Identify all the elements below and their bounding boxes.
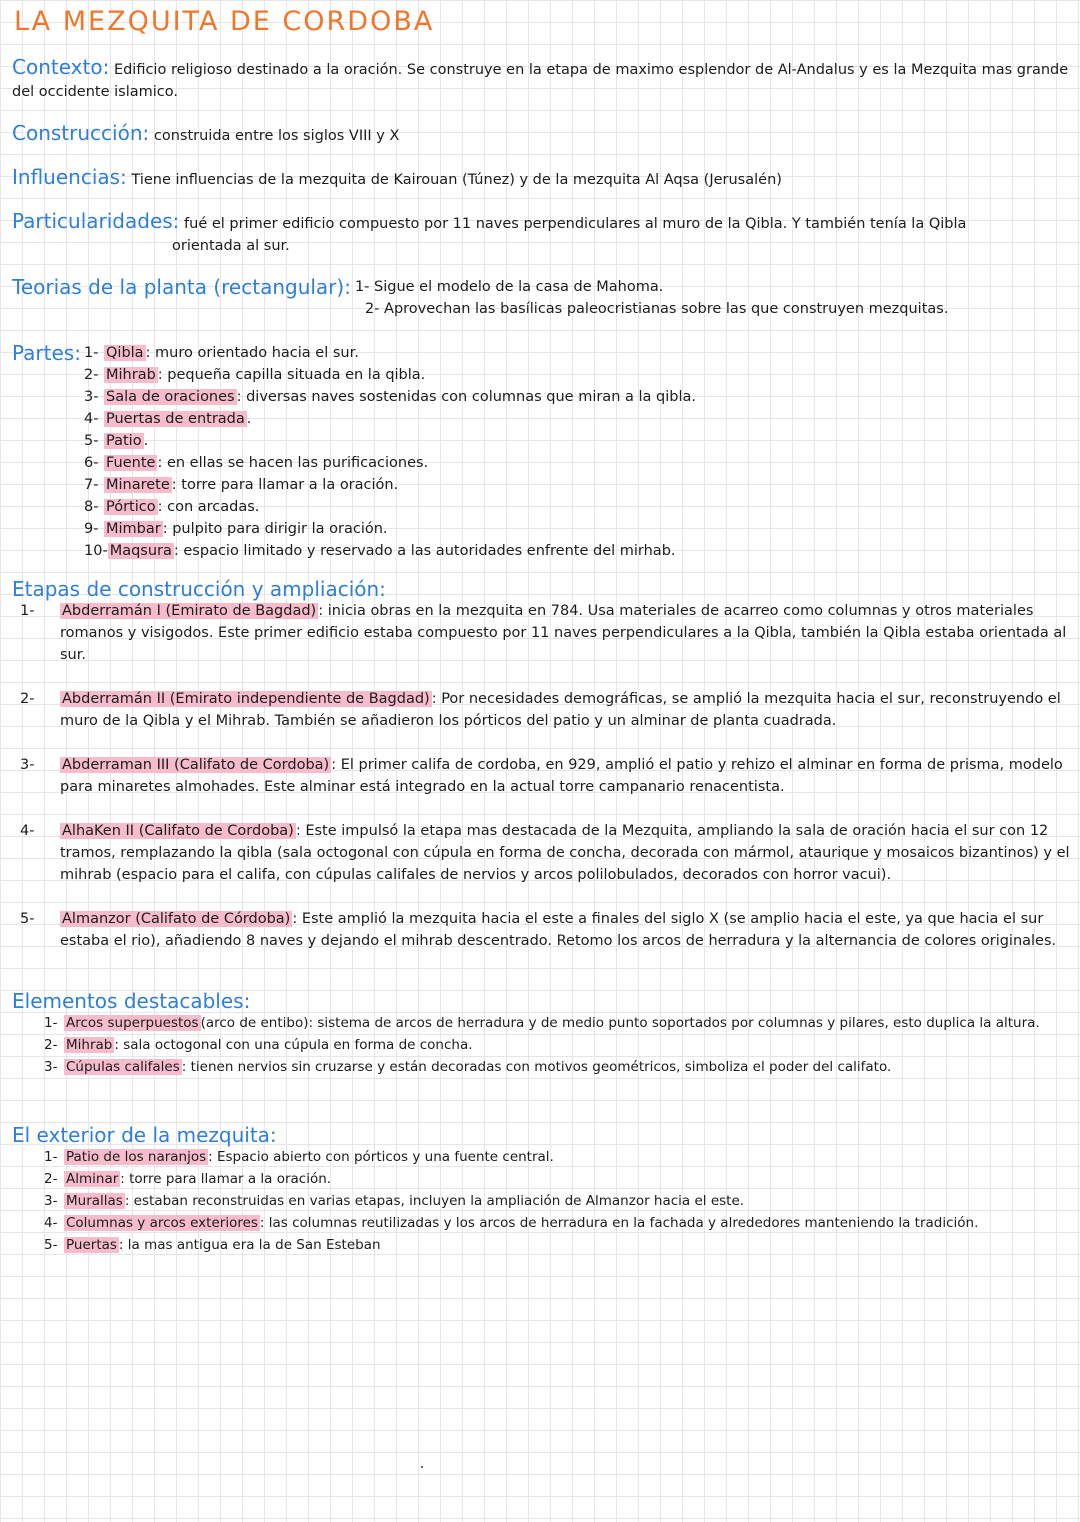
etapa-item-3 [12,754,1072,798]
elementos-label: Elementos destacables: [12,989,251,1013]
partes-item-6 [84,452,696,474]
partes-desc: : muro orientado hacia el sur. [145,345,359,361]
etapa-number: 4- [20,823,35,839]
partes-item-7 [84,474,696,496]
elemento-number: 3- [44,1059,58,1075]
elemento-item-2 [44,1034,1072,1056]
particularidades-label: Particularidades: [12,209,180,233]
exterior-desc: : estaban reconstruidas en varias etapas, incluyen la ampliación de Almanzor hacia el este. [124,1193,745,1209]
exterior-desc: : la mas antigua era la de San Esteban [118,1237,381,1253]
partes-number: 2- [84,367,99,383]
etapa-number: 2- [20,691,35,707]
partes-list [84,342,696,562]
etapa-number: 1- [20,603,35,619]
exterior-term: Alminar [66,1171,119,1187]
partes-number: 3- [84,389,99,405]
exterior-label: El exterior de la mezquita: [12,1123,277,1147]
contexto-section [12,56,1072,103]
partes-item-3 [84,386,696,408]
teorias-item-1: 1- Sigue el modelo de la casa de Mahoma. [354,279,664,295]
exterior-desc: : las columnas reutilizadas y los arcos de herradura en la fachada y alrededores manteniendo la tradición. [259,1215,979,1231]
particularidades-section [12,210,1072,257]
elementos-section [12,990,1072,1078]
partes-number: 8- [84,499,99,515]
exterior-section [12,1124,1072,1256]
etapa-term: AlhaKen II (Califato de Cordoba) [62,823,294,839]
etapa-item-4 [12,820,1072,886]
elemento-number: 1- [44,1015,58,1031]
teorias-label: Teorias de la planta (rectangular): [12,275,351,299]
partes-item-9 [84,518,696,540]
partes-label: Partes: [12,341,81,365]
influencias-section [12,166,1072,191]
partes-number: 6- [84,455,99,471]
partes-number: 5- [84,433,99,449]
exterior-number: 3- [44,1193,58,1209]
exterior-desc: : Espacio abierto con pórticos y una fuente central. [208,1149,554,1165]
elemento-term: Mihrab [66,1037,113,1053]
partes-item-1 [84,342,696,364]
exterior-item-3 [44,1190,1072,1212]
partes-desc: : torre para llamar a la oración. [171,477,399,493]
elemento-desc: : sala octogonal con una cúpula en forma de concha. [114,1037,473,1053]
exterior-number: 5- [44,1237,58,1253]
construccion-text: construida entre los siglos VIII y X [153,128,400,144]
etapa-term: Abderramán I (Emirato de Bagdad) [62,603,317,619]
partes-number: 10- [84,543,108,559]
etapas-section [12,578,1072,974]
partes-desc: . [143,433,149,449]
partes-number: 4- [84,411,99,427]
etapa-desc: : Este impulsó la etapa mas destacada de la Mezquita, ampliando la sala de oración hacia el sur con 12 tramos, remplazando la qibla (sala octogonal con cúpula en forma de concha, decorada con mármol, ataurique y mosaicos bizantinos) y el mihrab (espacio para el califa, con cúpulas califales de nervios y arcos polilobulados, decorados con horror vacui). [60,823,1070,883]
partes-desc: : pequeña capilla situada en la qibla. [157,367,426,383]
etapa-number: 3- [20,757,35,773]
exterior-desc: : torre para llamar a la oración. [120,1171,332,1187]
exterior-term: Murallas [66,1193,123,1209]
construccion-section [12,122,1072,147]
elemento-term: Arcos superpuestos [66,1015,199,1031]
contexto-label: Contexto: [12,55,110,79]
etapa-number: 5- [20,911,35,927]
partes-term: Maqsura [109,543,172,559]
partes-desc: : diversas naves sostenidas con columnas que miran a la qibla. [236,389,696,405]
particularidades-line1: fué el primer edificio compuesto por 11 naves perpendiculares al muro de la Qibla. Y también tenía la Qibla [184,216,967,232]
partes-number: 9- [84,521,99,537]
page-title: LA MEZQUITA DE CORDOBA [14,6,435,37]
stray-dot [421,1466,423,1468]
teorias-item-2: 2- Aprovechan las basílicas paleocristianas sobre las que construyen mezquitas. [364,301,949,317]
partes-term: Mihrab [106,367,156,383]
exterior-term: Columnas y arcos exteriores [66,1215,258,1231]
elementos-list [12,1012,1072,1078]
exterior-list [12,1146,1072,1256]
etapa-item-5 [12,908,1072,952]
elemento-desc: : tienen nervios sin cruzarse y están decoradas con motivos geométricos, simboliza el poder del califato. [181,1059,892,1075]
exterior-number: 4- [44,1215,58,1231]
partes-term: Pórtico [106,499,156,515]
etapas-label: Etapas de construcción y ampliación: [12,577,386,601]
etapa-term: Almanzor (Califato de Córdoba) [62,911,291,927]
etapa-desc: : Por necesidades demográficas, se amplió la mezquita hacia el sur, reconstruyendo el muro de la Qibla y el Mihrab. También se añadieron los pórticos del patio y un alminar de planta cuadrada. [60,691,1061,729]
elemento-item-3 [44,1056,1072,1078]
partes-number: 1- [84,345,99,361]
exterior-item-5 [44,1234,1072,1256]
exterior-item-4 [44,1212,1072,1234]
partes-item-2 [84,364,696,386]
partes-item-5 [84,430,696,452]
partes-term: Mimbar [106,521,161,537]
partes-desc: : en ellas se hacen las purificaciones. [157,455,429,471]
elemento-term: Cúpulas califales [66,1059,180,1075]
influencias-text: Tiene influencias de la mezquita de Kairouan (Túnez) y de la mezquita Al Aqsa (Jerusalén) [131,172,782,188]
elemento-item-1 [44,1012,1072,1034]
partes-term: Patio [106,433,142,449]
partes-number: 7- [84,477,99,493]
partes-desc: : con arcadas. [157,499,260,515]
partes-term: Fuente [106,455,156,471]
construccion-label: Construcción: [12,121,150,145]
etapa-term: Abderramán II (Emirato independiente de Bagdad) [62,691,430,707]
partes-term: Minarete [106,477,170,493]
partes-item-8 [84,496,696,518]
exterior-item-1 [44,1146,1072,1168]
etapa-desc: : Este amplió la mezquita hacia el este a finales del siglo X (se amplio hacia el este, ya que hacia el sur estaba el rio), añadiendo 8 naves y dejando el mihrab descentrado. Retomo los arcos de herradura y la alternancia de colores originales. [60,911,1057,949]
exterior-term: Patio de los naranjos [66,1149,207,1165]
etapa-item-1 [12,600,1072,666]
influencias-label: Influencias: [12,165,127,189]
partes-section [12,342,1072,562]
contexto-text: Edificio religioso destinado a la oración. Se construye en la etapa de maximo esplendor de Al-Andalus y es la Mezquita mas grande del occidente islamico. [12,62,1069,100]
etapa-term: Abderraman III (Califato de Cordoba) [62,757,330,773]
teorias-section [12,276,1072,320]
partes-item-4 [84,408,696,430]
partes-term: Puertas de entrada [106,411,245,427]
etapas-list [12,600,1072,952]
partes-term: Qibla [106,345,144,361]
partes-desc: : pulpito para dirigir la oración. [162,521,388,537]
partes-desc: . [246,411,252,427]
etapa-desc: : inicia obras en la mezquita en 784. Usa materiales de acarreo como columnas y otros materiales romanos y visigodos. Este primer edificio estaba compuesto por 11 naves perpendiculares a la Qibla, también la Qibla estaba orientada al sur. [60,603,1067,663]
elemento-number: 2- [44,1037,58,1053]
partes-term: Sala de oraciones [106,389,235,405]
elemento-desc: (arco de entibo): sistema de arcos de herradura y de medio punto soportados por columnas y pilares, esto duplica la altura. [200,1015,1040,1031]
exterior-number: 1- [44,1149,58,1165]
partes-desc: : espacio limitado y reservado a las autoridades enfrente del mirhab. [173,543,676,559]
etapa-desc: : El primer califa de cordoba, en 929, amplió el patio y rehizo el alminar en forma de prisma, modelo para minaretes almohades. Este alminar está integrado en la actual torre campanario renacentista. [60,757,1063,795]
exterior-number: 2- [44,1171,58,1187]
partes-item-10 [84,540,696,562]
exterior-item-2 [44,1168,1072,1190]
particularidades-line2: orientada al sur. [172,238,290,254]
teorias-list [355,276,949,320]
etapa-item-2 [12,688,1072,732]
exterior-term: Puertas [66,1237,117,1253]
